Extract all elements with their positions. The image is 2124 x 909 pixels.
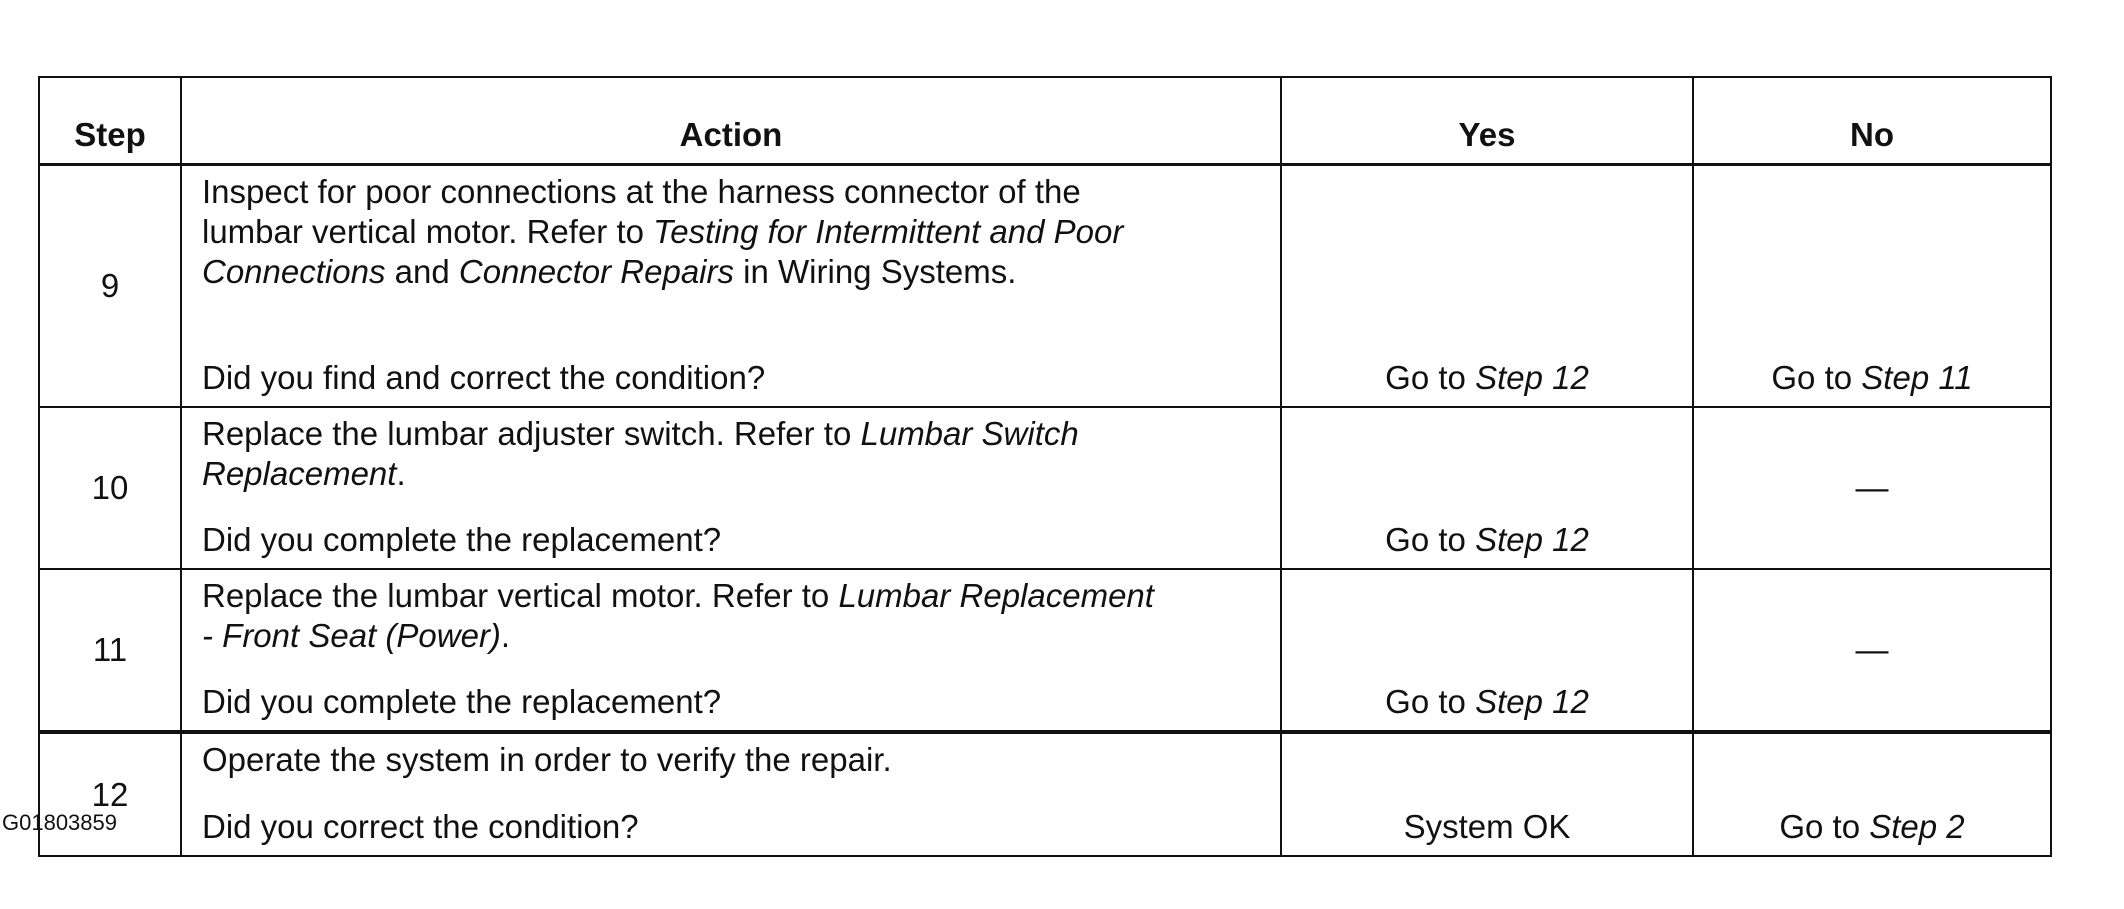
yes-cell	[1281, 569, 1693, 732]
table-row-step-9	[39, 165, 2051, 408]
step-number: 12	[39, 732, 181, 856]
header-no: No	[1693, 77, 2051, 165]
action-question: Did you find and correct the condition?	[202, 359, 766, 396]
header-step: Step	[39, 77, 181, 165]
action-text: lumbar vertical motor. Refer to	[202, 213, 654, 250]
reference-link-text: Lumbar Switch	[860, 415, 1079, 452]
yes-cell	[1281, 407, 1693, 569]
action-text: Operate the system in order to verify the repair.	[202, 741, 892, 778]
step-number: 11	[39, 569, 181, 732]
step-reference: Step 11	[1861, 359, 1973, 396]
action-text: .	[396, 455, 406, 492]
reference-link-text: Testing for Intermittent and Poor	[653, 213, 1124, 250]
action-cell	[181, 165, 1281, 408]
action-cell	[181, 407, 1281, 569]
header-yes: Yes	[1281, 77, 1693, 165]
action-text: Inspect for poor connections at the harness connector of the	[202, 173, 1081, 210]
reference-link-text: - Front Seat (Power)	[202, 617, 501, 654]
action-text: in Wiring Systems.	[734, 253, 1017, 290]
reference-link-text: Connector Repairs	[458, 253, 734, 290]
yes-text: Go to	[1385, 521, 1476, 558]
table-row-step-11	[39, 569, 2051, 732]
yes-text: System OK	[1403, 808, 1571, 845]
action-instruction	[202, 414, 1260, 494]
step-reference: Step 12	[1475, 683, 1589, 720]
action-question: Did you correct the condition?	[202, 808, 639, 845]
action-cell	[181, 569, 1281, 732]
reference-link-text: Lumbar Replacement	[838, 577, 1154, 614]
no-cell	[1693, 569, 2051, 732]
header-row	[39, 77, 2051, 165]
no-cell	[1693, 165, 2051, 408]
action-instruction	[202, 576, 1260, 656]
no-text: Go to	[1779, 808, 1870, 845]
action-text: and	[385, 253, 459, 290]
action-question: Did you complete the replacement?	[202, 683, 722, 720]
action-instruction	[202, 740, 1260, 780]
table-row-step-12	[39, 732, 2051, 856]
step-reference: Step 2	[1869, 808, 1965, 845]
action-cell	[181, 732, 1281, 856]
reference-link-text: Connections	[202, 253, 386, 290]
yes-cell	[1281, 165, 1693, 408]
action-text: .	[500, 617, 511, 654]
step-reference: Step 12	[1475, 359, 1589, 396]
action-question: Did you complete the replacement?	[202, 521, 722, 558]
reference-link-text: Replacement	[202, 455, 397, 492]
no-cell	[1693, 407, 2051, 569]
action-instruction	[202, 172, 1260, 292]
no-text: Go to	[1771, 359, 1862, 396]
action-text: Replace the lumbar vertical motor. Refer to	[202, 577, 839, 614]
yes-text: Go to	[1385, 359, 1476, 396]
diagnostic-table	[38, 76, 2052, 857]
not-applicable-dash: —	[1855, 631, 1889, 668]
no-cell	[1693, 732, 2051, 856]
figure-id: G01803859	[2, 810, 117, 835]
table-row-step-10	[39, 407, 2051, 569]
yes-cell	[1281, 732, 1693, 856]
not-applicable-dash: —	[1855, 469, 1889, 506]
yes-text: Go to	[1385, 683, 1476, 720]
header-action: Action	[181, 77, 1281, 165]
action-text: Replace the lumbar adjuster switch. Refer to	[202, 415, 861, 452]
step-number: 10	[39, 407, 181, 569]
step-reference: Step 12	[1475, 521, 1589, 558]
step-number: 9	[39, 165, 181, 408]
